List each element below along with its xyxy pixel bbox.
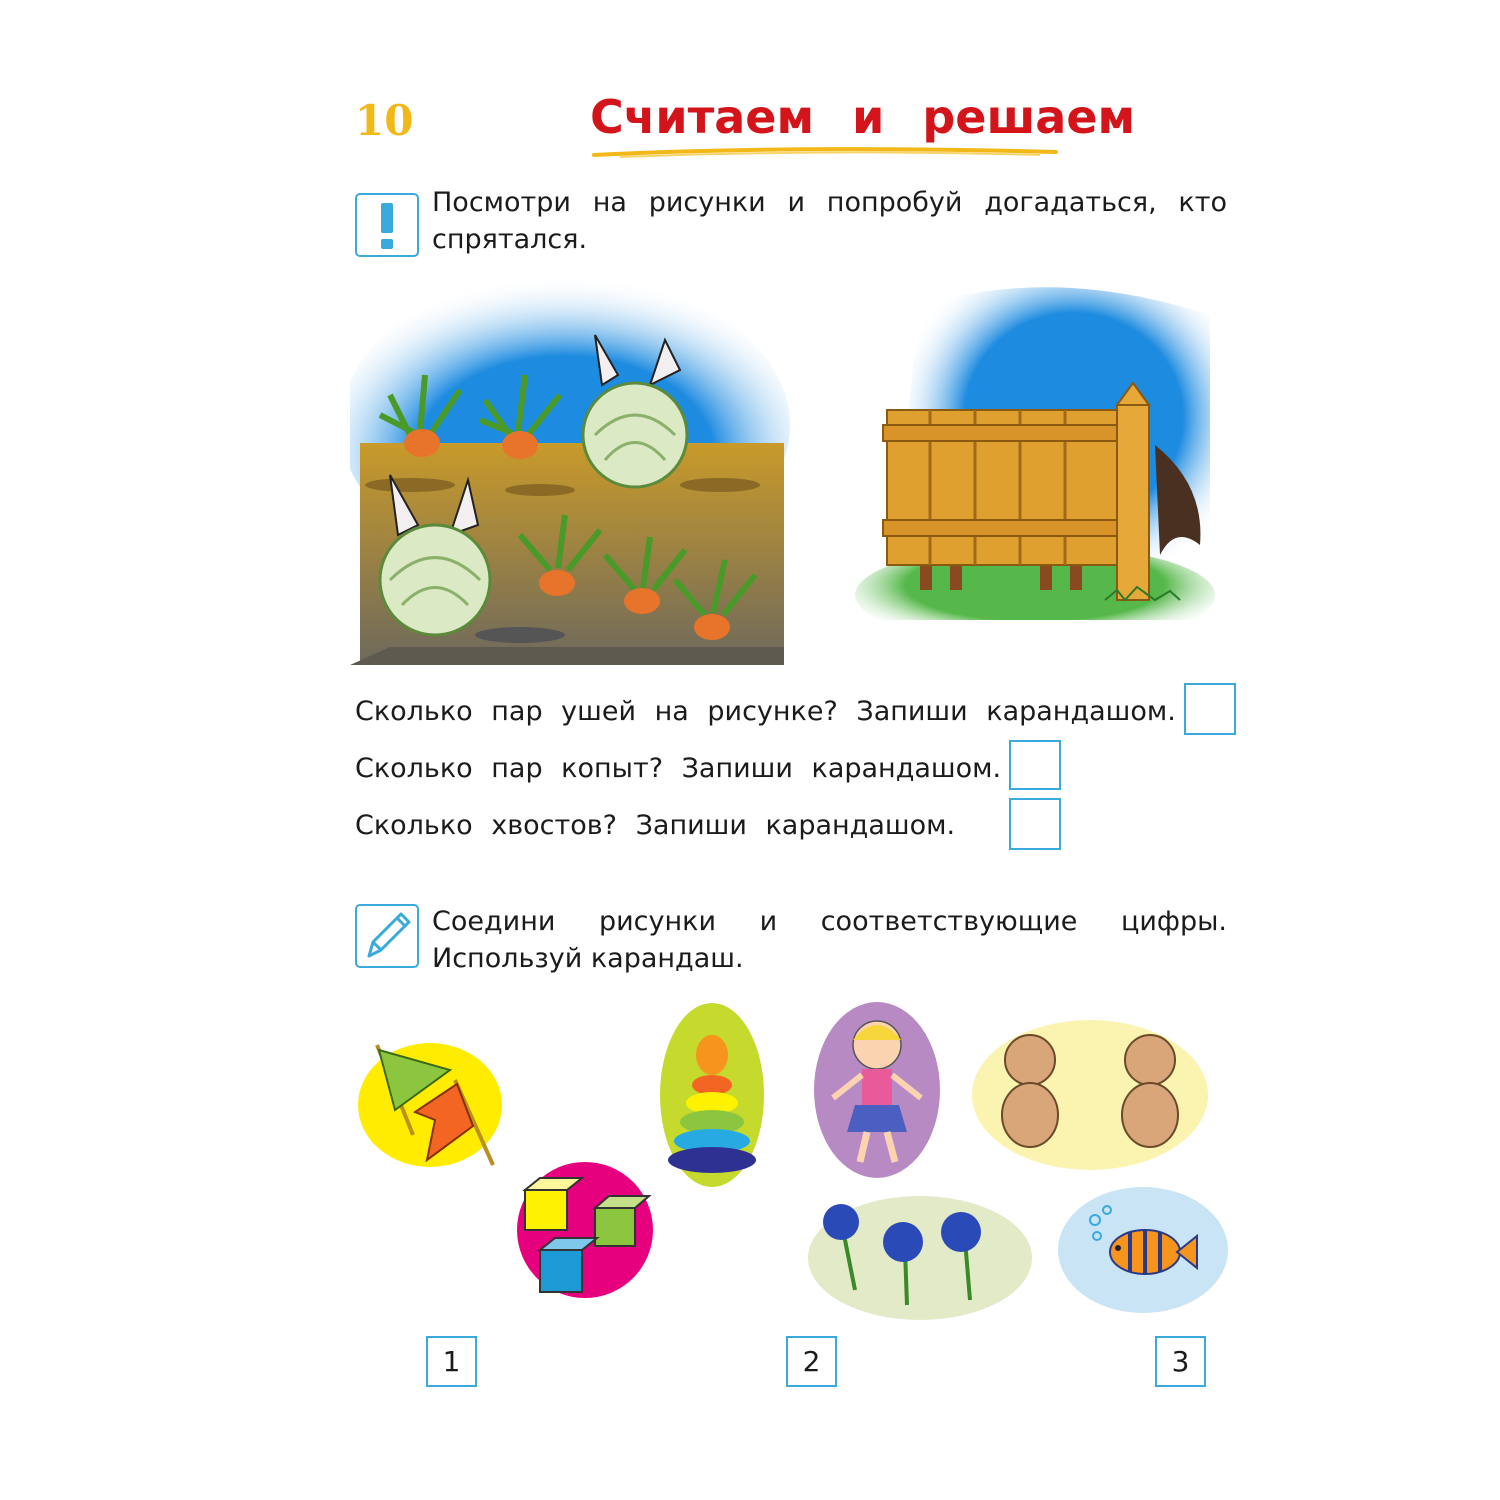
- fence-horse-illustration: [855, 275, 1215, 620]
- garden-hares-illustration: [350, 275, 790, 670]
- task2-text: Соедини рисунки и соответствующие цифры. Используй карандаш.: [432, 906, 1227, 974]
- task1-icon-box: [355, 193, 419, 257]
- page-title: Считаем и решаем: [590, 90, 1136, 144]
- doll-picture: [814, 1002, 940, 1178]
- answer-box-ears[interactable]: [1184, 683, 1236, 735]
- pencil-icon: [357, 906, 417, 966]
- matching-pictures: [355, 1000, 1235, 1330]
- number-box-1[interactable]: 1: [426, 1336, 477, 1387]
- question-tails: Сколько хвостов? Запиши карандашом.: [355, 810, 956, 841]
- task1-text: Посмотри на рисунки и попробуй догадаться, кто спрятался.: [432, 187, 1227, 255]
- number-box-3[interactable]: 3: [1155, 1336, 1206, 1387]
- cubes-picture: [517, 1162, 653, 1298]
- question-hooves: Сколько пар копыт? Запиши карандашом.: [355, 753, 1002, 784]
- fish-picture: [1058, 1187, 1228, 1313]
- title-underline: [590, 143, 1060, 161]
- task2-icon-box: [355, 904, 419, 968]
- question-ears: Сколько пар ушей на рисунке? Запиши карандашом.: [355, 696, 1176, 727]
- page-number: 10: [355, 96, 414, 145]
- cornflowers-picture: [808, 1196, 1032, 1320]
- pyramid-toy-picture: [660, 1003, 764, 1187]
- exclamation-icon: [357, 195, 417, 255]
- number-box-2[interactable]: 2: [786, 1336, 837, 1387]
- flags-picture: [358, 1043, 502, 1167]
- answer-box-hooves[interactable]: [1009, 740, 1061, 790]
- answer-box-tails[interactable]: [1009, 798, 1061, 850]
- teddy-bears-picture: [972, 1020, 1208, 1170]
